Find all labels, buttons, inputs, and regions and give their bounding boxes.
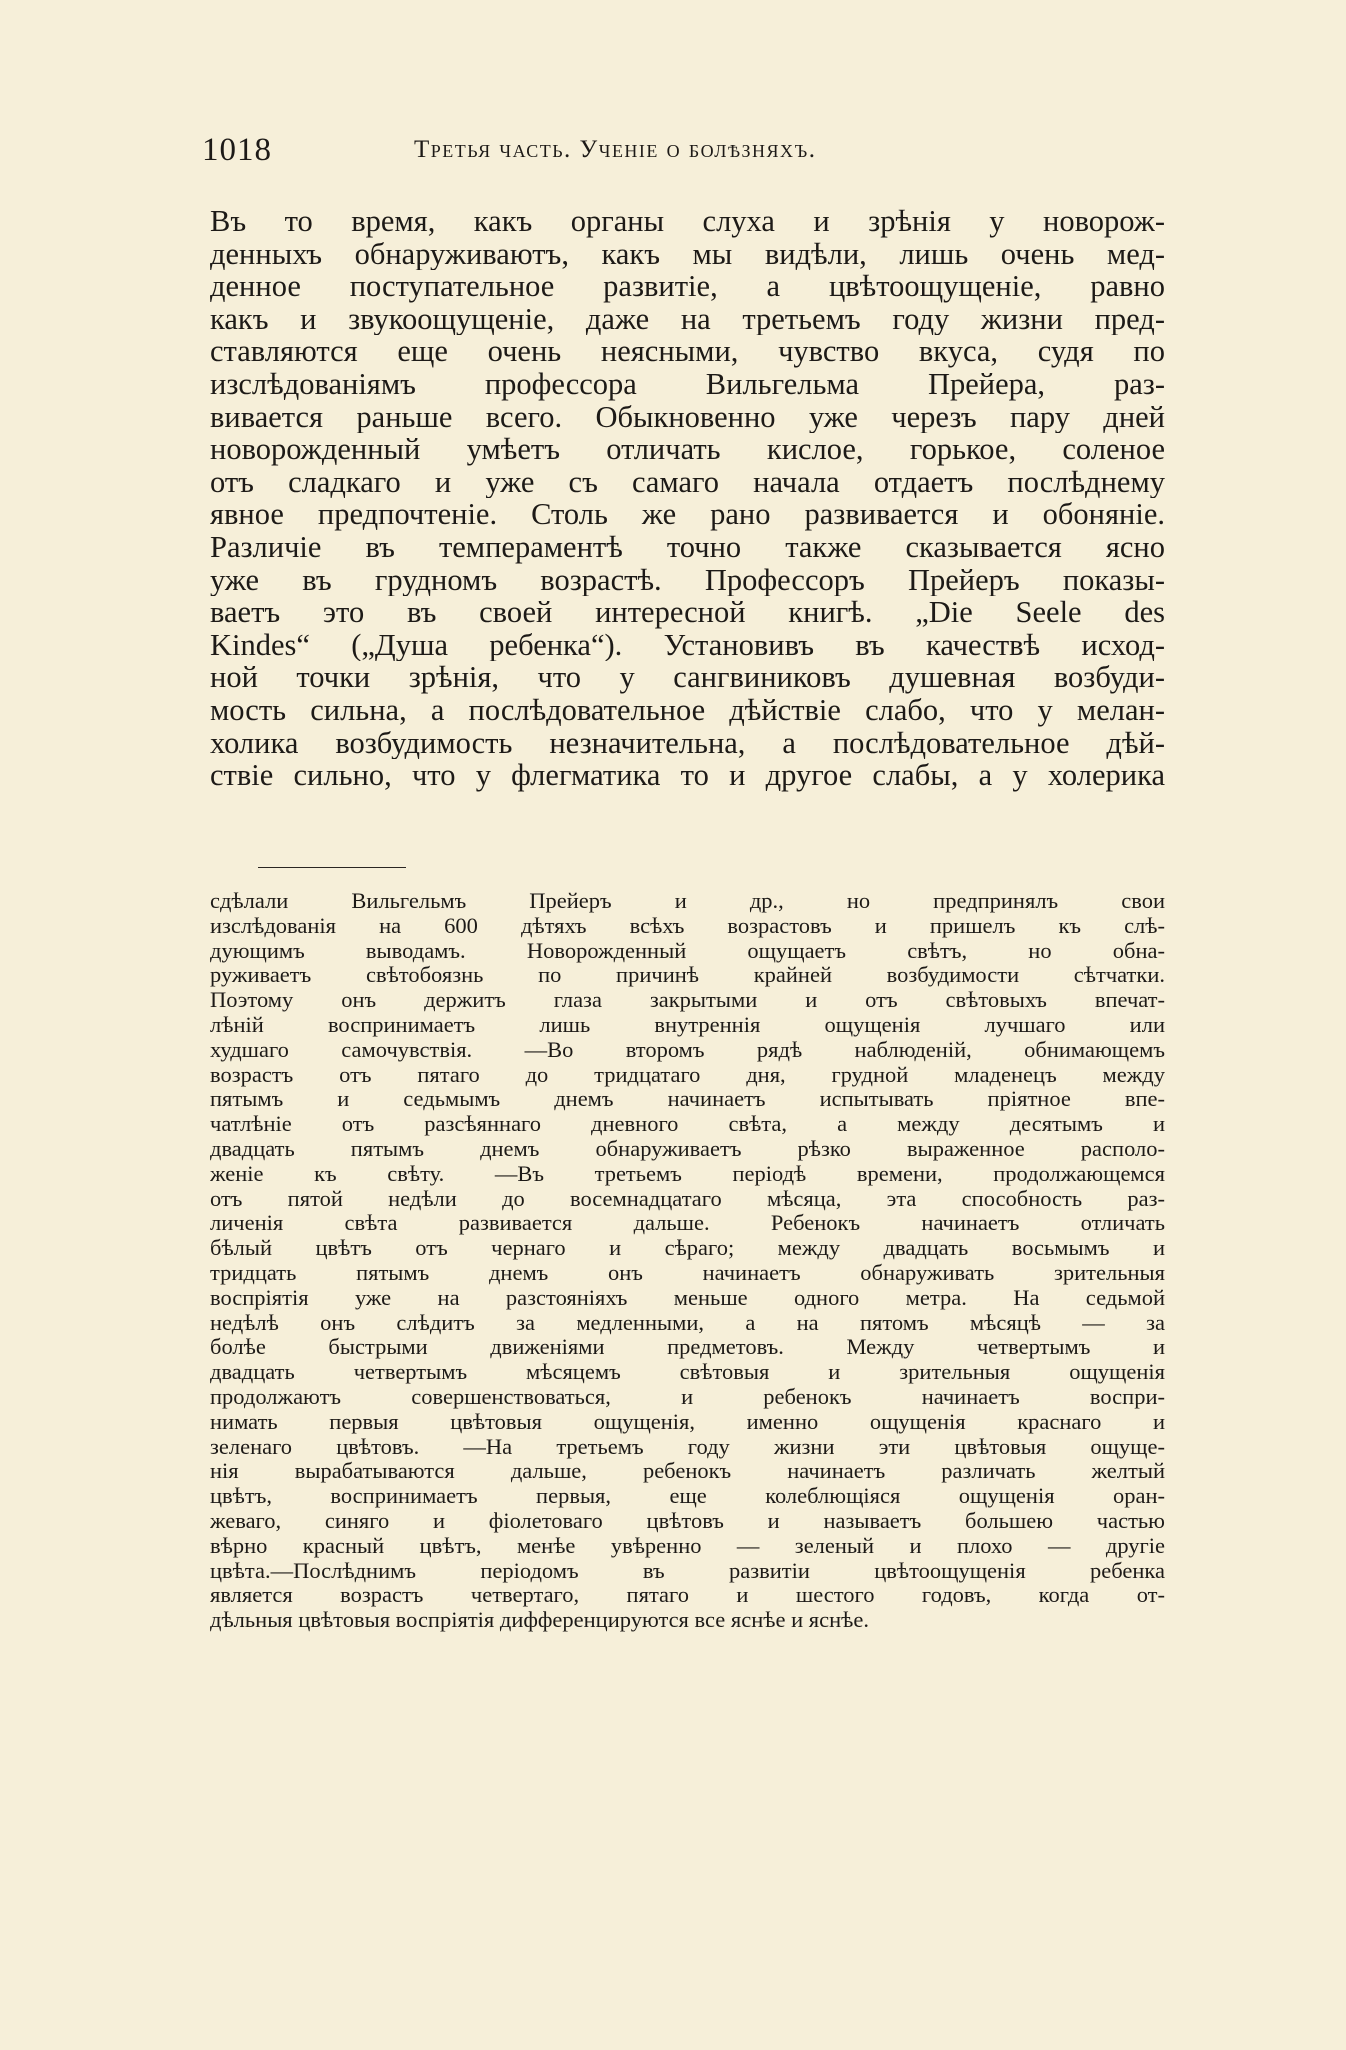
text-line: вивается раньше всего. Обыкновенно уже черезъ пару дней — [210, 400, 1165, 434]
text-line: какъ и звукоощущеніе, даже на третьемъ году жизни пред- — [210, 302, 1165, 336]
footnote-line: вѣрно красный цвѣтъ, менѣе увѣренно — зеленый и плохо — другіе — [210, 1533, 1165, 1558]
text-line: новорожденный умѣетъ отличать кислое, горькое, соленое — [210, 433, 1165, 466]
footnote-line: является возрастъ четвертаго, пятаго и шестого годовъ, когда от- — [210, 1583, 1165, 1608]
footnote-line: худшаго самочувствія. —Во второмъ рядѣ наблюденій, обнимающемъ — [210, 1037, 1165, 1062]
footnote-line: цвѣтъ, воспринимаетъ первыя, еще колеблющіяся ощущенія оран- — [210, 1484, 1165, 1509]
text-line: изслѣдованіямъ профессора Вильгельма Прейера, раз- — [210, 367, 1165, 401]
text-line: уже въ грудномъ возрастѣ. Профессоръ Прейеръ показы- — [210, 563, 1165, 597]
footnote-line: возрастъ отъ пятаго до тридцатаго дня, грудной младенецъ между — [210, 1062, 1165, 1087]
page-number: 1018 — [202, 132, 272, 168]
footnote-line: пятымъ и седьмымъ днемъ начинаетъ испытывать пріятное впе- — [210, 1087, 1165, 1112]
text-line: отъ сладкаго и уже съ самаго начала отдаетъ послѣднему — [210, 465, 1165, 499]
footnote-line: женіе къ свѣту. —Въ третьемъ періодѣ времени, продолжающемся — [210, 1161, 1165, 1186]
footnote-line: чатлѣніе отъ разсѣяннаго дневного свѣта, а между десятымъ и — [210, 1112, 1165, 1137]
text-line: Kindes“ („Душа ребенка“). Установивъ въ качествѣ исход- — [210, 628, 1165, 662]
footnote-line: бѣлый цвѣтъ отъ чернаго и сѣраго; между двадцать восьмымъ и — [210, 1236, 1165, 1261]
footnote — [210, 889, 1165, 1633]
footnote-line: цвѣта.—Послѣднимъ періодомъ въ развитіи цвѣтоощущенія ребенка — [210, 1558, 1165, 1583]
text-line: явное предпочтеніе. Столь же рано развивается и обоняніе. — [210, 498, 1165, 531]
text-line: мость сильна, а послѣдовательное дѣйствіе слабо, что у мелан- — [210, 693, 1165, 727]
text-line: денное поступательное развитіе, а цвѣтоощущеніе, равно — [210, 270, 1165, 303]
text-line: ваетъ это въ своей интересной книгѣ. „Die Seele des — [210, 596, 1165, 629]
footnote-line: дѣльныя цвѣтовыя воспріятія дифференцируются все яснѣе и яснѣе. — [210, 1608, 869, 1633]
footnote-line: болѣе быстрыми движеніями предметовъ. Между четвертымъ и — [210, 1335, 1165, 1360]
footnote-line: продолжаютъ совершенствоваться, и ребенокъ начинаетъ воспри- — [210, 1384, 1165, 1409]
text-line: денныхъ обнаруживаютъ, какъ мы видѣли, лишь очень мед- — [210, 237, 1165, 271]
running-title: Третья часть. Ученіе о болѣзняхъ. — [414, 136, 817, 163]
footnote-line: жеваго, синяго и фіолетоваго цвѣтовъ и называетъ большею частью — [210, 1508, 1165, 1533]
footnote-line: Поэтому онъ держитъ глаза закрытыми и отъ свѣтовыхъ впечат- — [210, 988, 1165, 1013]
footnote-line: нія вырабатываются дальше, ребенокъ начинаетъ различать желтый — [210, 1459, 1165, 1484]
footnote-line: изслѣдованія на 600 дѣтяхъ всѣхъ возрастовъ и пришелъ къ слѣ- — [210, 913, 1165, 938]
footnote-line: дующимъ выводамъ. Новорожденный ощущаетъ свѣтъ, но обна- — [210, 938, 1165, 963]
text-line: ствіе сильно, что у флегматика то и другое слабы, а у холерика — [210, 759, 1165, 792]
footnote-line: двадцать четвертымъ мѣсяцемъ свѣтовыя и зрительныя ощущенія — [210, 1360, 1165, 1385]
footnote-line: двадцать пятымъ днемъ обнаруживаетъ рѣзко выраженное располо- — [210, 1136, 1165, 1161]
page-header — [202, 132, 1152, 172]
footnote-line: сдѣлали Вильгельмъ Прейеръ и др., но предпринялъ свои — [210, 889, 1165, 913]
text-line: Въ то время, какъ органы слуха и зрѣнія у новорож- — [210, 205, 1165, 238]
text-line: Различіе въ темпераментѣ точно также сказывается ясно — [210, 530, 1165, 564]
footnote-line: зеленаго цвѣтовъ. —На третьемъ году жизни эти цвѣтовыя ощуще- — [210, 1434, 1165, 1459]
footnote-line: нимать первыя цвѣтовыя ощущенія, именно ощущенія краснаго и — [210, 1409, 1165, 1434]
footnote-line: недѣлѣ онъ слѣдитъ за медленными, а на пятомъ мѣсяцѣ — за — [210, 1310, 1165, 1335]
text-line: ставляются еще очень неясными, чувство вкуса, судя по — [210, 335, 1165, 368]
footnote-line: лѣній воспринимаетъ лишь внутреннія ощущенія лучшаго или — [210, 1012, 1165, 1037]
footnote-line: тридцать пятымъ днемъ онъ начинаетъ обнаруживать зрительныя — [210, 1260, 1165, 1285]
footnote-separator — [258, 867, 406, 868]
text-line: холика возбудимость незначительна, а послѣдовательное дѣй- — [210, 726, 1165, 760]
main-text — [210, 205, 1165, 792]
footnote-line: руживаетъ свѣтобоязнь по причинѣ крайней возбудимости сѣтчатки. — [210, 963, 1165, 988]
footnote-line: воспріятія уже на разстояніяхъ меньше одного метра. На седьмой — [210, 1285, 1165, 1310]
footnote-line: личенія свѣта развивается дальше. Ребенокъ начинаетъ отличать — [210, 1211, 1165, 1236]
text-line: ной точки зрѣнія, что у сангвиниковъ душевная возбуди- — [210, 661, 1165, 694]
footnote-line: отъ пятой недѣли до восемнадцатаго мѣсяца, эта способность раз- — [210, 1186, 1165, 1211]
